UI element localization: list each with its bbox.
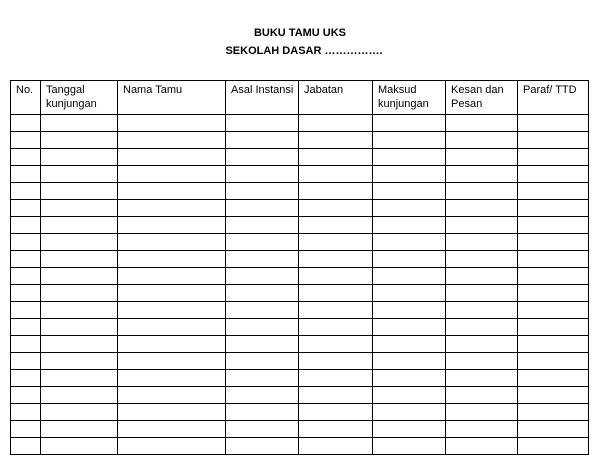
- document-subtitle: SEKOLAH DASAR …………….: [225, 45, 383, 57]
- table-cell[interactable]: [518, 285, 589, 302]
- table-cell[interactable]: [11, 268, 41, 285]
- table-cell[interactable]: [446, 251, 518, 268]
- table-cell[interactable]: [299, 353, 373, 370]
- table-cell[interactable]: [518, 234, 589, 251]
- table-cell[interactable]: [518, 132, 589, 149]
- table-cell[interactable]: [41, 353, 118, 370]
- table-cell[interactable]: [118, 319, 226, 336]
- table-cell[interactable]: [373, 251, 446, 268]
- table-cell[interactable]: [11, 132, 41, 149]
- table-cell[interactable]: [299, 421, 373, 438]
- column-header-impressions: Kesan dan Pesan: [446, 81, 518, 115]
- table-cell[interactable]: [118, 251, 226, 268]
- table-cell[interactable]: [446, 353, 518, 370]
- table-cell[interactable]: [518, 353, 589, 370]
- table-cell[interactable]: [41, 302, 118, 319]
- table-cell[interactable]: [373, 302, 446, 319]
- table-cell[interactable]: [41, 183, 118, 200]
- table-cell[interactable]: [118, 438, 226, 455]
- table-cell[interactable]: [226, 387, 299, 404]
- table-cell[interactable]: [41, 234, 118, 251]
- table-row: [11, 370, 589, 387]
- table-cell[interactable]: [226, 268, 299, 285]
- column-header-signature: Paraf/ TTD: [518, 81, 589, 115]
- column-header-no: No.: [11, 81, 41, 115]
- table-row: [11, 149, 589, 166]
- table-cell[interactable]: [41, 404, 118, 421]
- table-row: [11, 438, 589, 455]
- table-row: [11, 302, 589, 319]
- table-cell[interactable]: [299, 404, 373, 421]
- table-cell[interactable]: [118, 285, 226, 302]
- table-cell[interactable]: [446, 268, 518, 285]
- table-cell[interactable]: [518, 217, 589, 234]
- table-cell[interactable]: [41, 166, 118, 183]
- table-cell[interactable]: [118, 370, 226, 387]
- table-cell[interactable]: [446, 319, 518, 336]
- table-cell[interactable]: [446, 387, 518, 404]
- table-cell[interactable]: [118, 166, 226, 183]
- table-cell[interactable]: [299, 132, 373, 149]
- table-cell[interactable]: [118, 404, 226, 421]
- table-cell[interactable]: [446, 404, 518, 421]
- table-row: [11, 183, 589, 200]
- table-cell[interactable]: [11, 183, 41, 200]
- table-cell[interactable]: [299, 370, 373, 387]
- document-title: BUKU TAMU UKS: [253, 27, 347, 39]
- table-cell[interactable]: [446, 438, 518, 455]
- table-cell[interactable]: [41, 285, 118, 302]
- guestbook-table: [10, 80, 589, 455]
- table-cell[interactable]: [41, 200, 118, 217]
- table-cell[interactable]: [118, 149, 226, 166]
- table-cell[interactable]: [118, 234, 226, 251]
- table-cell[interactable]: [373, 200, 446, 217]
- table-cell[interactable]: [118, 421, 226, 438]
- table-cell[interactable]: [446, 234, 518, 251]
- table-cell[interactable]: [226, 251, 299, 268]
- table-cell[interactable]: [373, 421, 446, 438]
- table-cell[interactable]: [518, 251, 589, 268]
- table-row: [11, 115, 589, 132]
- table-cell[interactable]: [41, 438, 118, 455]
- table-cell[interactable]: [373, 217, 446, 234]
- table-cell[interactable]: [373, 438, 446, 455]
- table-cell[interactable]: [41, 132, 118, 149]
- table-cell[interactable]: [446, 183, 518, 200]
- table-cell[interactable]: [299, 285, 373, 302]
- table-cell[interactable]: [518, 149, 589, 166]
- column-header-guest-name: Nama Tamu: [118, 81, 226, 115]
- table-cell[interactable]: [299, 319, 373, 336]
- table-cell[interactable]: [11, 404, 41, 421]
- table-cell[interactable]: [446, 166, 518, 183]
- table-cell[interactable]: [226, 234, 299, 251]
- table-cell[interactable]: [226, 421, 299, 438]
- table-row: [11, 387, 589, 404]
- table-cell[interactable]: [226, 217, 299, 234]
- table-row: [11, 353, 589, 370]
- table-cell[interactable]: [518, 421, 589, 438]
- table-cell[interactable]: [11, 149, 41, 166]
- table-cell[interactable]: [373, 285, 446, 302]
- table-cell[interactable]: [41, 370, 118, 387]
- table-cell[interactable]: [373, 336, 446, 353]
- table-cell[interactable]: [226, 183, 299, 200]
- table-cell[interactable]: [446, 336, 518, 353]
- table-cell[interactable]: [41, 217, 118, 234]
- table-cell[interactable]: [518, 200, 589, 217]
- table-cell[interactable]: [11, 217, 41, 234]
- table-cell[interactable]: [299, 149, 373, 166]
- table-row: [11, 336, 589, 353]
- table-cell[interactable]: [118, 200, 226, 217]
- table-cell[interactable]: [118, 268, 226, 285]
- table-cell[interactable]: [299, 200, 373, 217]
- table-cell[interactable]: [118, 387, 226, 404]
- table-row: [11, 251, 589, 268]
- table-cell[interactable]: [518, 302, 589, 319]
- column-header-visit-date: Tanggal kunjungan: [41, 81, 118, 115]
- table-cell[interactable]: [299, 115, 373, 132]
- table-row: [11, 217, 589, 234]
- table-cell[interactable]: [446, 370, 518, 387]
- table-body: [11, 115, 589, 455]
- table-cell[interactable]: [518, 370, 589, 387]
- table-cell[interactable]: [226, 149, 299, 166]
- table-cell[interactable]: [118, 302, 226, 319]
- table-cell[interactable]: [373, 183, 446, 200]
- table-row: [11, 166, 589, 183]
- table-cell[interactable]: [518, 166, 589, 183]
- table-cell[interactable]: [118, 183, 226, 200]
- table-cell[interactable]: [299, 234, 373, 251]
- table-cell[interactable]: [41, 387, 118, 404]
- table-cell[interactable]: [11, 251, 41, 268]
- table-cell[interactable]: [118, 336, 226, 353]
- table-cell[interactable]: [373, 149, 446, 166]
- table-cell[interactable]: [299, 336, 373, 353]
- table-cell[interactable]: [518, 336, 589, 353]
- table-cell[interactable]: [226, 200, 299, 217]
- table-cell[interactable]: [446, 200, 518, 217]
- table-cell[interactable]: [226, 438, 299, 455]
- table-cell[interactable]: [226, 285, 299, 302]
- table-row: [11, 234, 589, 251]
- table-cell[interactable]: [118, 353, 226, 370]
- table-cell[interactable]: [41, 149, 118, 166]
- column-header-institution: Asal Instansi: [226, 81, 299, 115]
- table-cell[interactable]: [41, 336, 118, 353]
- table-cell[interactable]: [226, 336, 299, 353]
- table-cell[interactable]: [518, 115, 589, 132]
- table-row: [11, 404, 589, 421]
- table-cell[interactable]: [446, 217, 518, 234]
- table-cell[interactable]: [41, 251, 118, 268]
- table-cell[interactable]: [226, 166, 299, 183]
- table-cell[interactable]: [11, 234, 41, 251]
- table-row: [11, 285, 589, 302]
- table-cell[interactable]: [41, 421, 118, 438]
- table-cell[interactable]: [226, 302, 299, 319]
- header-row: [11, 81, 589, 115]
- table-row: [11, 421, 589, 438]
- table-cell[interactable]: [446, 421, 518, 438]
- table-row: [11, 268, 589, 285]
- table-cell[interactable]: [299, 438, 373, 455]
- table-cell[interactable]: [11, 370, 41, 387]
- table-cell[interactable]: [518, 319, 589, 336]
- column-header-position: Jabatan: [299, 81, 373, 115]
- table-cell[interactable]: [11, 302, 41, 319]
- table-cell[interactable]: [226, 319, 299, 336]
- table-cell[interactable]: [11, 285, 41, 302]
- table-cell[interactable]: [11, 200, 41, 217]
- table-cell[interactable]: [11, 438, 41, 455]
- table-cell[interactable]: [446, 302, 518, 319]
- table-cell[interactable]: [446, 132, 518, 149]
- table-cell[interactable]: [373, 319, 446, 336]
- table-cell[interactable]: [11, 336, 41, 353]
- table-cell[interactable]: [226, 115, 299, 132]
- table-cell[interactable]: [299, 217, 373, 234]
- table-cell[interactable]: [226, 132, 299, 149]
- table-cell[interactable]: [373, 353, 446, 370]
- table-cell[interactable]: [226, 370, 299, 387]
- table-cell[interactable]: [41, 268, 118, 285]
- table-cell[interactable]: [11, 387, 41, 404]
- column-header-visit-purpose: Maksud kunjungan: [373, 81, 446, 115]
- table-cell[interactable]: [41, 115, 118, 132]
- table-cell[interactable]: [226, 404, 299, 421]
- table-cell[interactable]: [373, 234, 446, 251]
- table-cell[interactable]: [226, 353, 299, 370]
- table-cell[interactable]: [373, 115, 446, 132]
- table-cell[interactable]: [446, 285, 518, 302]
- table-cell[interactable]: [299, 183, 373, 200]
- table-cell[interactable]: [518, 404, 589, 421]
- table-cell[interactable]: [373, 387, 446, 404]
- table-cell[interactable]: [299, 268, 373, 285]
- table-cell[interactable]: [518, 387, 589, 404]
- table-cell[interactable]: [11, 353, 41, 370]
- table-cell[interactable]: [11, 115, 41, 132]
- table-cell[interactable]: [41, 319, 118, 336]
- table-cell[interactable]: [299, 166, 373, 183]
- table-cell[interactable]: [373, 166, 446, 183]
- table-cell[interactable]: [373, 268, 446, 285]
- table-cell[interactable]: [118, 132, 226, 149]
- table-cell[interactable]: [118, 115, 226, 132]
- table-cell[interactable]: [373, 370, 446, 387]
- table-cell[interactable]: [518, 268, 589, 285]
- table-cell[interactable]: [373, 404, 446, 421]
- table-cell[interactable]: [11, 166, 41, 183]
- table-row: [11, 132, 589, 149]
- table-cell[interactable]: [299, 251, 373, 268]
- table-cell[interactable]: [446, 149, 518, 166]
- table-row: [11, 200, 589, 217]
- table-cell[interactable]: [11, 319, 41, 336]
- table-cell[interactable]: [11, 421, 41, 438]
- table-cell[interactable]: [518, 438, 589, 455]
- table-cell[interactable]: [299, 387, 373, 404]
- table-cell[interactable]: [518, 183, 589, 200]
- table-cell[interactable]: [446, 115, 518, 132]
- table-cell[interactable]: [299, 302, 373, 319]
- table-row: [11, 319, 589, 336]
- table-cell[interactable]: [118, 217, 226, 234]
- table-cell[interactable]: [373, 132, 446, 149]
